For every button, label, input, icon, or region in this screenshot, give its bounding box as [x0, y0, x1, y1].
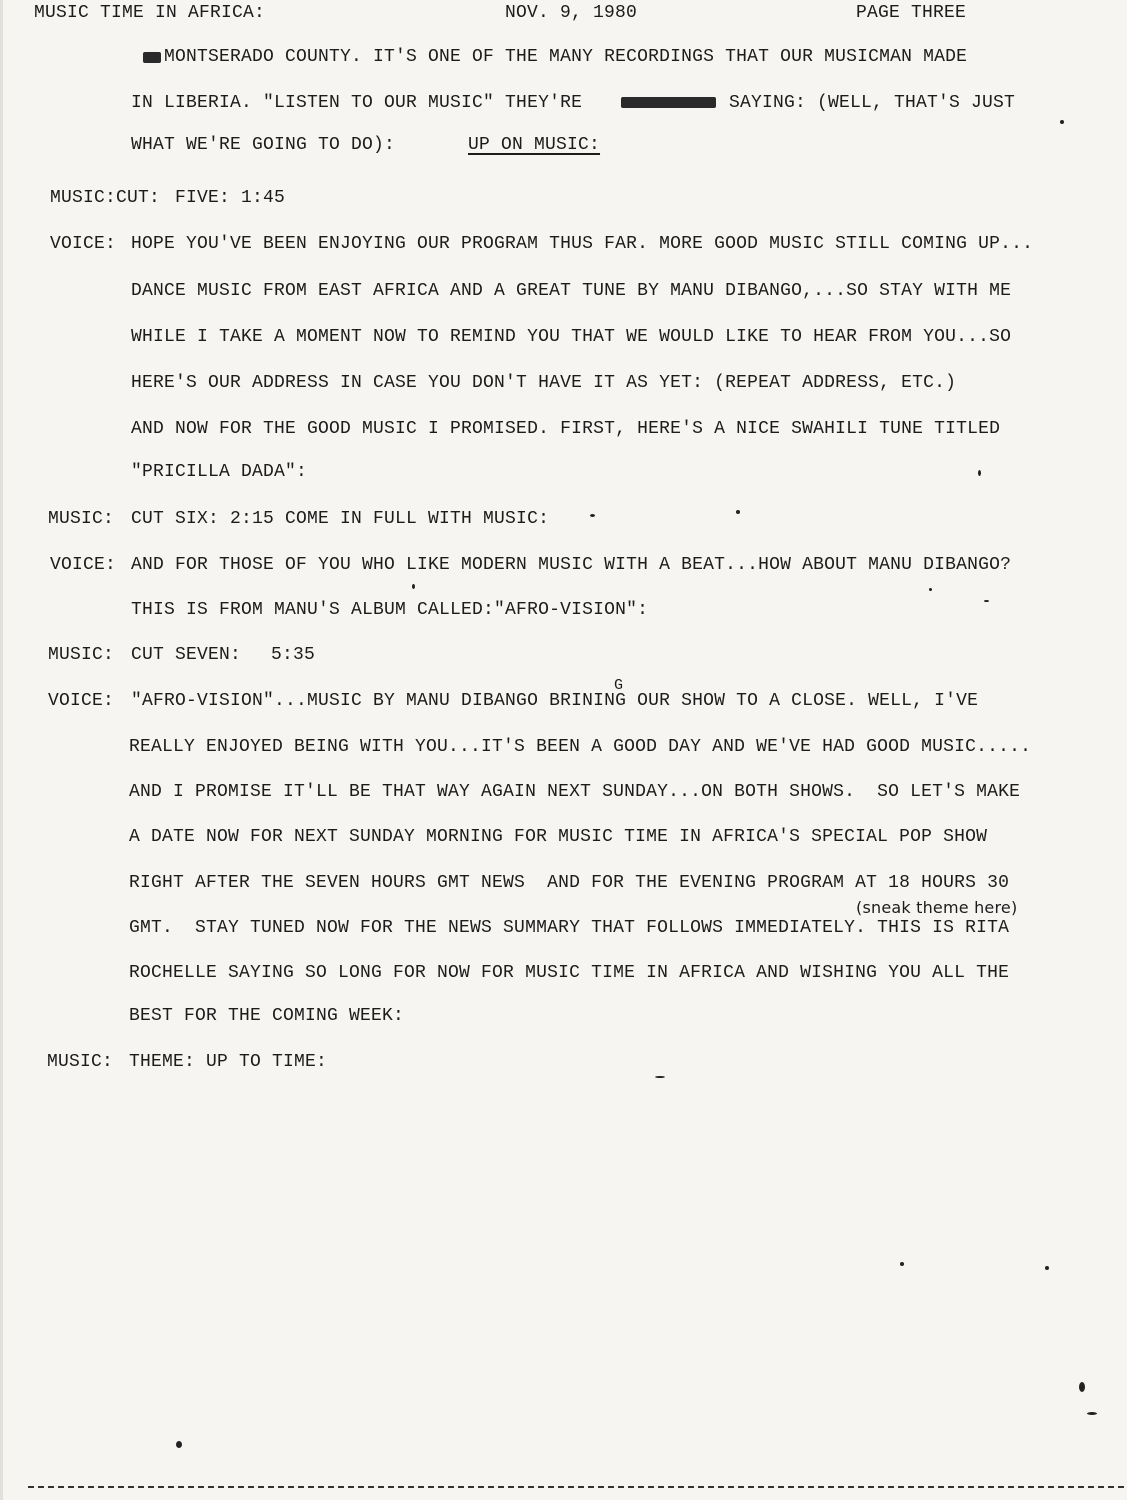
header-page-number: PAGE THREE [856, 3, 967, 23]
redaction-mark [143, 52, 161, 63]
voice-line: GMT. STAY TUNED NOW FOR THE NEWS SUMMARY THAT FOLLOWS IMMEDIATELY. THIS IS RITA [129, 918, 1010, 938]
ink-speck [978, 470, 981, 476]
ink-speck [655, 1076, 665, 1078]
voice-line: BEST FOR THE COMING WEEK: [129, 1006, 405, 1026]
ink-speck [1087, 1412, 1097, 1415]
header-date: NOV. 9, 1980 [505, 3, 638, 23]
voice-line: A DATE NOW FOR NEXT SUNDAY MORNING FOR MUSIC TIME IN AFRICA'S SPECIAL POP SHOW [129, 827, 988, 847]
cue-text: CUT SEVEN: [131, 645, 242, 665]
voice-label: VOICE: [48, 691, 115, 711]
voice-line: "AFRO-VISION"...MUSIC BY MANU DIBANGO BRINING OUR SHOW TO A CLOSE. WELL, I'VE [131, 691, 979, 711]
ink-speck [900, 1262, 904, 1266]
cue-label: MUSIC: [47, 1052, 114, 1072]
voice-line: HOPE YOU'VE BEEN ENJOYING OUR PROGRAM THUS FAR. MORE GOOD MUSIC STILL COMING UP... [131, 234, 1034, 254]
voice-line: AND I PROMISE IT'LL BE THAT WAY AGAIN NEXT SUNDAY...ON BOTH SHOWS. SO LET'S MAKE [129, 782, 1021, 802]
voice-line: "PRICILLA DADA": [131, 462, 308, 482]
ink-speck [929, 588, 932, 591]
cue-time: 5:35 [271, 645, 316, 665]
ink-speck [590, 514, 595, 517]
voice-line: ROCHELLE SAYING SO LONG FOR NOW FOR MUSIC TIME IN AFRICA AND WISHING YOU ALL THE [129, 963, 1010, 983]
voice-line: AND FOR THOSE OF YOU WHO LIKE MODERN MUSIC WITH A BEAT...HOW ABOUT MANU DIBANGO? [131, 555, 1012, 575]
cue-text: CUT SIX: 2:15 COME IN FULL WITH MUSIC: [131, 509, 550, 529]
ink-speck [1060, 120, 1064, 124]
intro-line-3: WHAT WE'RE GOING TO DO): [131, 135, 396, 155]
voice-line: THIS IS FROM MANU'S ALBUM CALLED:"AFRO-VISION": [131, 600, 649, 620]
cue-up-on-music: UP ON MUSIC: [468, 135, 601, 155]
sneak-theme-note: (sneak theme here) [856, 898, 1018, 917]
voice-line: AND NOW FOR THE GOOD MUSIC I PROMISED. FIRST, HERE'S A NICE SWAHILI TUNE TITLED [131, 419, 1001, 439]
ink-speck [1045, 1266, 1049, 1270]
page-bottom-rule [28, 1486, 1124, 1488]
ink-speck [1079, 1382, 1085, 1392]
intro-line-2b: SAYING: (WELL, THAT'S JUST [729, 93, 1016, 113]
voice-line: WHILE I TAKE A MOMENT NOW TO REMIND YOU THAT WE WOULD LIKE TO HEAR FROM YOU...SO [131, 327, 1012, 347]
ink-speck [412, 584, 415, 589]
page-edge-shadow [0, 0, 3, 1500]
handwritten-insert-letter: G [614, 677, 624, 694]
header-title: MUSIC TIME IN AFRICA: [34, 3, 266, 23]
cue-label: MUSIC: [48, 509, 115, 529]
cue-label: MUSIC:CUT: [50, 188, 161, 208]
cue-label: MUSIC: [48, 645, 115, 665]
intro-line-1: MONTSERADO COUNTY. IT'S ONE OF THE MANY RECORDINGS THAT OUR MUSICMAN MADE [164, 47, 968, 67]
intro-line-2a: IN LIBERIA. "LISTEN TO OUR MUSIC" THEY'RE [131, 93, 583, 113]
voice-line: DANCE MUSIC FROM EAST AFRICA AND A GREAT TUNE BY MANU DIBANGO,...SO STAY WITH ME [131, 281, 1012, 301]
voice-label: VOICE: [50, 234, 117, 254]
cue-text: FIVE: 1:45 [175, 188, 286, 208]
cue-text: THEME: UP TO TIME: [129, 1052, 328, 1072]
voice-line: REALLY ENJOYED BEING WITH YOU...IT'S BEEN A GOOD DAY AND WE'VE HAD GOOD MUSIC..... [129, 737, 1032, 757]
voice-line: RIGHT AFTER THE SEVEN HOURS GMT NEWS AND FOR THE EVENING PROGRAM AT 18 HOURS 30 [129, 873, 1010, 893]
ink-speck [736, 510, 740, 514]
voice-label: VOICE: [50, 555, 117, 575]
voice-line: HERE'S OUR ADDRESS IN CASE YOU DON'T HAVE IT AS YET: (REPEAT ADDRESS, ETC.) [131, 373, 957, 393]
ink-speck [176, 1441, 182, 1448]
ink-speck [984, 600, 989, 602]
redaction-mark [621, 97, 716, 108]
